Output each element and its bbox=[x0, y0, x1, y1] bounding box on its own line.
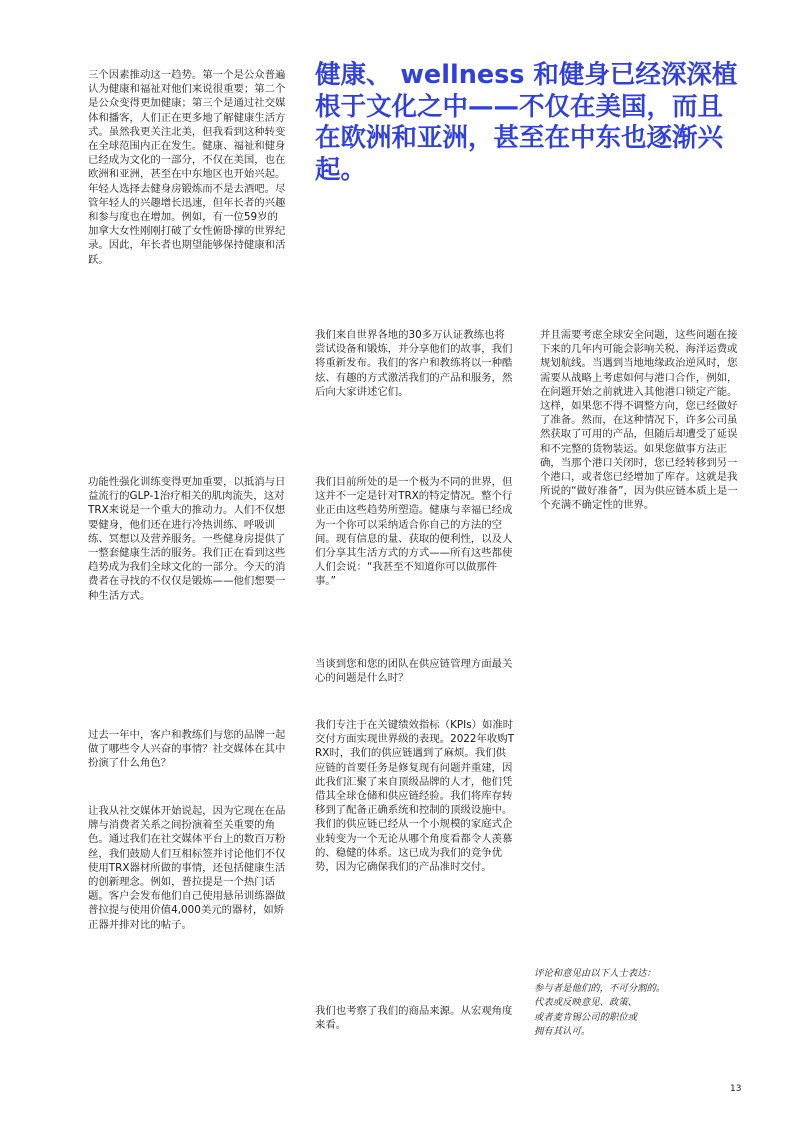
left-paragraph-3: 让我从社交媒体开始说起，因为它现在在品牌与消费者关系之间扮演着至关重要的角色。通过我们在社交媒体平台上的数百万粉丝，我们鼓励人们互相标签并讨论他们不仅使用TRX器材所做的事情，还包括健康生活的创新理念。例如，普拉提是一个热门话题。客户会发布他们自己使用悬吊训练器做普拉提与使用价值4,000美元的器材，如矫正器并排对比的帖子。 bbox=[88, 805, 286, 931]
left-paragraph-1: 三个因素推动这一趋势。第一个是公众普遍认为健康和福祉对他们来说很重要；第二个是公众变得更加健康；第三个是通过社交媒体和播客，人们正在更多地了解健康生活方式。虽然我更关注北美，但我看到这种转变在全球范围内正在发生。健康、福祉和健身已经成为文化的一部分，不仅在美国，也在欧洲和亚洲，甚至在中东地区也开始兴起。年轻人选择去健身房锻炼而不是去酒吧。尽管年轻人的兴趣增长迅速，但年长者的兴趣和参与度也在增加。例如，有一位59岁的加拿大女性刚刚打破了女性俯卧撑的世界纪录。因此，年长者也期望能够保持健康和活跃。 bbox=[88, 69, 286, 266]
right-paragraph-1: 并且需要考虑全球安全问题，这些问题在接下来的几年内可能会影响关税、海洋运费或规划航线。当遇到当地地缘政治逆风时，您需要从战略上考虑如何与港口合作，例如，在问题开始之前就进入其他港口锁定产能。这样，如果您不得不调整方向，您已经做好了准备。然而，在这种情况下，许多公司虽然获取了可用的产品，但随后却遭受了延误和不完整的货物装运。如果您做事方法正确，当那个港口关闭时，您已经转移到另一个港口，或者您已经增加了库存。这就是我所说的“做好准备”，因为供应链本质上是一个充满不确定性的世界。 bbox=[540, 329, 738, 512]
disclaimer-line-4: 或者麦肯锡公司的职位或 bbox=[534, 1011, 638, 1023]
page-number: 13 bbox=[730, 1084, 742, 1094]
left-paragraph-2: 功能性强化训练变得更加重要，以抵消与日益流行的GLP-1治疗相关的肌肉流失，这对TRX来说是一个重大的推动力。人们不仅想要健身，他们还在进行冷热训练、呼吸训练、冥想以及营养服务。一些健身房提供了一整套健康生活的服务。我们正在看到这些趋势成为我们全球文化的一部分。今天的消费者在寻找的不仅仅是锻炼——他们想要一种生活方式。 bbox=[88, 476, 286, 602]
disclaimer-line-3: 代表或反映意见、政策、 bbox=[534, 997, 638, 1009]
mid-paragraph-1: 我们来自世界各地的30多万认证教练也将尝试设备和锻炼，并分享他们的故事，我们将重新发布。我们的客户和教练将以一种酷炫、有趣的方式激活我们的产品和服务，然后向大家讲述它们。 bbox=[315, 329, 513, 398]
left-question-1: 过去一年中，客户和教练们与您的品牌一起做了哪些令人兴奋的事情？社交媒体在其中扮演了什么角色？ bbox=[88, 729, 286, 770]
mid-paragraph-2: 我们目前所处的是一个极为不同的世界，但这并不一定是针对TRX的特定情况。整个行业正由这些趋势所塑造。健康与幸福已经成为一个你可以采纳适合你自己的方法的空间。现有信息的量、获取的便利性，以及人们分享其生活方式的方式——所有这些都使人们会说：“我甚至不知道你可以做那件事。” bbox=[315, 476, 513, 588]
mid-question-1: 当谈到您和您的团队在供应链管理方面最关心的问题是什么时？ bbox=[315, 658, 513, 685]
pull-quote: 健康、 wellness 和健身已经深深植根于文化之中——不仅在美国，而且在欧洲和亚洲，甚至在中东也逐渐兴起。 bbox=[315, 60, 738, 185]
mid-paragraph-3: 我们专注于在关键绩效指标（KPIs）如准时交付方面实现世界级的表现。2022年收购TRX时，我们的供应链遇到了麻烦。我们供应链的首要任务是修复现有问题并重建，因此我们汇聚了来自顶级品牌的人才，他们凭借其全球仓储和供应链经验。我们将库存转移到了配备正确系统和控制的顶级设施中。我们的供应链已经从一个小规模的家庭式企业转变为一个无论从哪个角度看都令人羡慕的、稳健的体系。这已成为我们的竞争优势，因为它确保我们的产品准时交付。 bbox=[315, 719, 515, 874]
disclaimer-note bbox=[534, 967, 724, 1040]
disclaimer-line-1: 评论和意见由以下人士表达： bbox=[534, 968, 656, 979]
disclaimer-line-2: 参与者是他们的，不可分割的。 bbox=[534, 982, 666, 994]
mid-paragraph-4: 我们也考察了我们的商品来源。从宏观角度来看。 bbox=[315, 1005, 513, 1032]
disclaimer-line-5: 拥有其认可。 bbox=[534, 1026, 591, 1038]
